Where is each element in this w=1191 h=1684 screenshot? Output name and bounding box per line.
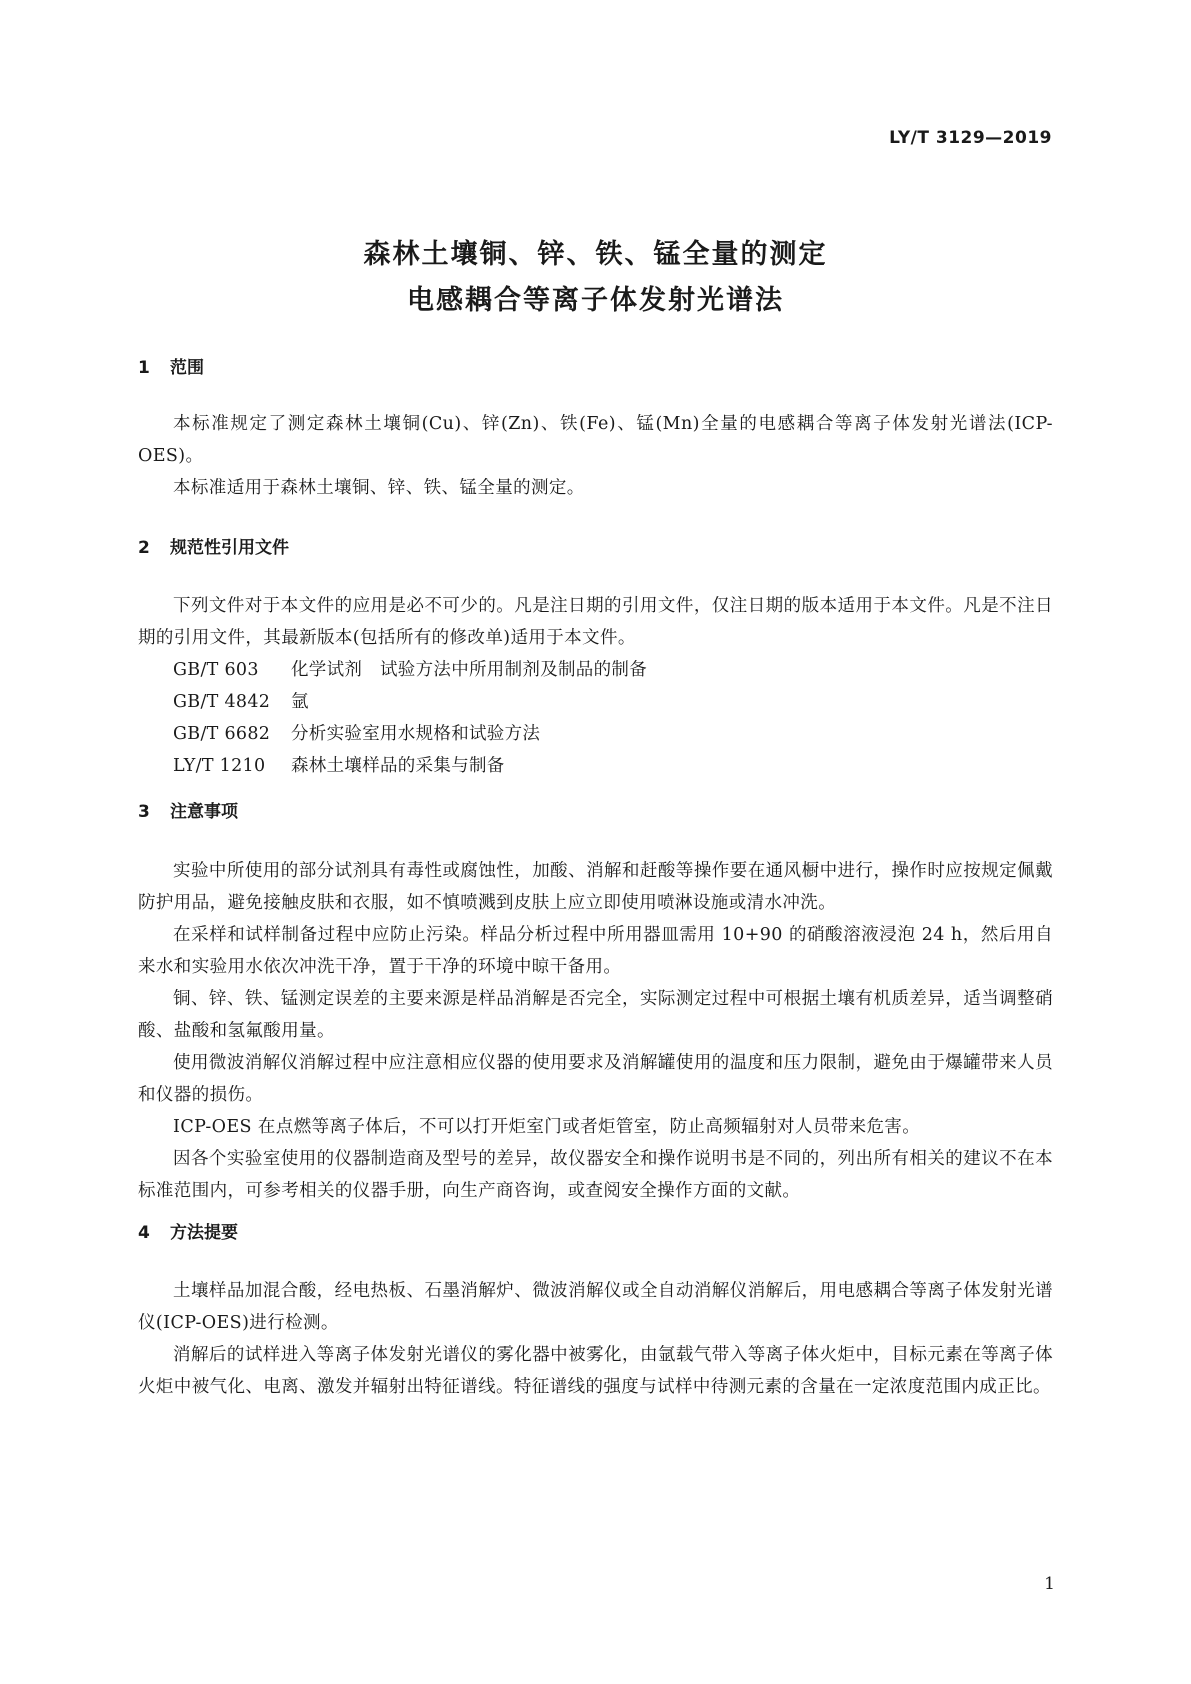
reference-code: GB/T 6682 (173, 724, 271, 744)
section-number: 4 (138, 1223, 150, 1243)
section-heading (138, 535, 1053, 561)
section-normative-references-body (138, 590, 1053, 782)
reference-item (138, 654, 1053, 686)
reference-title: 分析实验室用水规格和试验方法 (291, 724, 541, 744)
paragraph: 本标准适用于森林土壤铜、锌、铁、锰全量的测定。 (173, 478, 585, 498)
section-method-summary-body (138, 1275, 1053, 1403)
section-number: 2 (138, 538, 150, 558)
section-heading (138, 799, 1053, 825)
document-title-line-1: 森林土壤铜、锌、铁、锰全量的测定 (363, 239, 828, 270)
reference-title: 森林土壤样品的采集与制备 (291, 756, 505, 776)
section-scope (138, 355, 1053, 381)
paragraph: 消解后的试样进入等离子体发射光谱仪的雾化器中被雾化，由氩载气带入等离子体火炬中，目标元素在等离子体火炬中被气化、电离、激发并辐射出特征谱线。特征谱线的强度与试样中待测元素的含量在一定浓度范围内成正比。 (138, 1345, 1053, 1397)
paragraph: 在采样和试样制备过程中应防止污染。样品分析过程中所用器皿需用 10+90 的硝酸溶液浸泡 24 h，然后用自来水和实验用水依次冲洗干净，置于干净的环境中晾干备用。 (138, 925, 1053, 977)
section-title: 规范性引用文件 (170, 538, 289, 558)
reference-code: GB/T 603 (173, 660, 259, 680)
section-number: 3 (138, 802, 150, 822)
paragraph: 本标准规定了测定森林土壤铜(Cu)、锌(Zn)、铁(Fe)、锰(Mn)全量的电感耦合等离子体发射光谱法(ICP-OES)。 (138, 414, 1053, 466)
reference-code: LY/T 1210 (173, 756, 266, 776)
paragraph: 使用微波消解仪消解过程中应注意相应仪器的使用要求及消解罐使用的温度和压力限制，避免由于爆罐带来人员和仪器的损伤。 (138, 1053, 1053, 1105)
paragraph: 土壤样品加混合酸，经电热板、石墨消解炉、微波消解仪或全自动消解仪消解后，用电感耦合等离子体发射光谱仪(ICP-OES)进行检测。 (138, 1281, 1053, 1333)
reference-title: 氩 (291, 692, 309, 712)
document-title-line-2: 电感耦合等离子体发射光谱法 (407, 285, 784, 316)
standard-code: LY/T 3129—2019 (889, 128, 1052, 148)
paragraph: 铜、锌、铁、锰测定误差的主要来源是样品消解是否完全，实际测定过程中可根据土壤有机质差异，适当调整硝酸、盐酸和氢氟酸用量。 (138, 989, 1053, 1041)
section-precautions (138, 799, 1053, 825)
paragraph: 实验中所使用的部分试剂具有毒性或腐蚀性，加酸、消解和赶酸等操作要在通风橱中进行，操作时应按规定佩戴防护用品，避免接触皮肤和衣服，如不慎喷溅到皮肤上应立即使用喷淋设施或清水冲洗。 (138, 861, 1053, 913)
section-precautions-body (138, 855, 1053, 1207)
paragraph: ICP-OES 在点燃等离子体后，不可以打开炬室门或者炬管室，防止高频辐射对人员带来危害。 (173, 1117, 921, 1137)
reference-item (138, 750, 1053, 782)
section-number: 1 (138, 358, 150, 378)
reference-title: 化学试剂 试验方法中所用制剂及制品的制备 (291, 660, 647, 680)
section-heading (138, 1220, 1053, 1246)
section-title: 方法提要 (170, 1223, 238, 1243)
section-normative-references (138, 535, 1053, 561)
section-title: 范围 (170, 358, 204, 378)
reference-code: GB/T 4842 (173, 692, 271, 712)
reference-item (138, 718, 1053, 750)
paragraph: 下列文件对于本文件的应用是必不可少的。凡是注日期的引用文件，仅注日期的版本适用于本文件。凡是不注日期的引用文件，其最新版本(包括所有的修改单)适用于本文件。 (138, 596, 1053, 648)
section-scope-body (138, 408, 1053, 504)
section-method-summary (138, 1220, 1053, 1246)
section-title: 注意事项 (170, 802, 238, 822)
paragraph: 因各个实验室使用的仪器制造商及型号的差异，故仪器安全和操作说明书是不同的，列出所有相关的建议不在本标准范围内，可参考相关的仪器手册，向生产商咨询，或查阅安全操作方面的文献。 (138, 1149, 1053, 1201)
page-number: 1 (1044, 1574, 1055, 1594)
section-heading (138, 355, 1053, 381)
reference-item (138, 686, 1053, 718)
